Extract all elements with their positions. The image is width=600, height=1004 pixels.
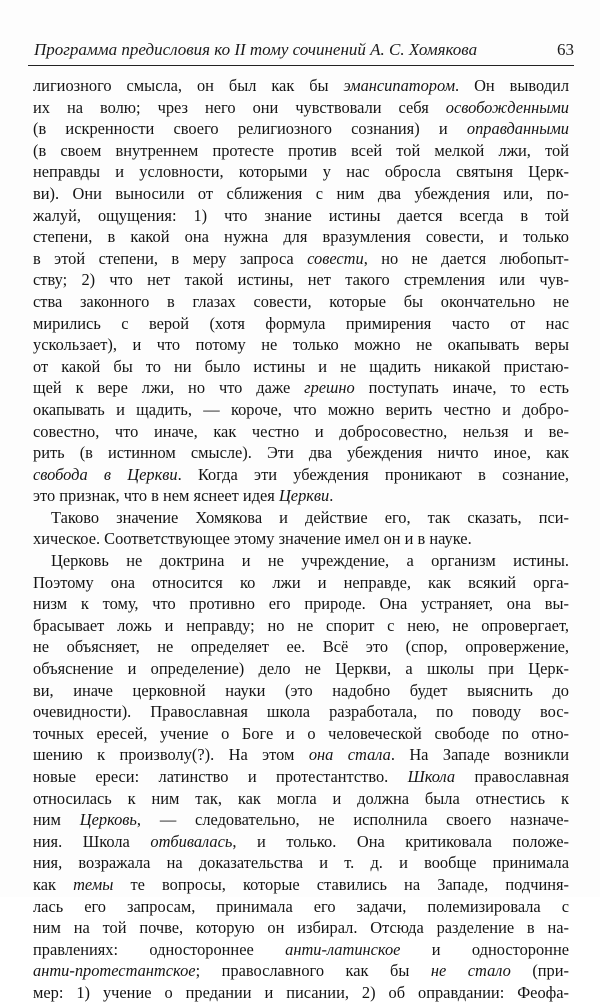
- text-line: их на волю; чрез него они чувствовали себя освобожденными: [33, 97, 569, 117]
- text-line: Церковь не доктрина и не учреждение, а организм истины.: [51, 551, 569, 571]
- emphasis: Церкви: [278, 486, 330, 506]
- text-line: совестно, что иначе, как честно и добросовестно, нельзя и ве-: [33, 421, 569, 441]
- emphasis: эмансипатором: [343, 76, 456, 95]
- text-line: низм к тому, что противно его природе. Она устраняет, она вы-: [33, 594, 569, 614]
- text-line: свобода в Церкви. Когда эти убеждения проникают в сознание,: [33, 464, 569, 484]
- emphasis: не стало: [430, 961, 511, 981]
- emphasis: анти-латинское: [285, 939, 401, 959]
- emphasis: оправданными: [466, 119, 569, 139]
- text-line: мирились с верой (хотя формула примирения часто от нас: [33, 313, 569, 333]
- text-line: (в искренности своего религиозного сознания) и оправданными: [33, 119, 569, 139]
- text-line: ния. Школа отбивалась, и только. Она критиковала положе-: [33, 831, 569, 851]
- text-line: мер: 1) учение о предании и писании, 2) об оправдании: Феофа-: [33, 982, 569, 1002]
- text-line: Таково значение Хомякова и действие его, так сказать, пси-: [51, 507, 569, 527]
- text-line: ускользает), и что потому не только можно не окапывать веры: [33, 335, 569, 355]
- running-title: Программа предисловия ко II тому сочинений А. С. Хомякова: [34, 40, 478, 59]
- header-rule: [28, 65, 574, 66]
- page-number: 63: [557, 40, 574, 59]
- running-header: [28, 40, 574, 64]
- emphasis: анти-протестантское: [33, 961, 196, 981]
- text-line: жалуй, ощущения: 1) что знание истины дается всегда в той: [33, 205, 569, 225]
- text-line: как темы те вопросы, которые ставились на Западе, подчиня-: [33, 874, 569, 894]
- text-line: ви, иначе церковной науки (это надобно будет выяснить до: [33, 680, 569, 700]
- body-text: [33, 75, 569, 1004]
- text-line: ству; 2) что нет такой истины, нет такого стремления или чув-: [33, 270, 569, 290]
- text-line: от какой бы то ни было истины и не щадить никакой пристаю-: [33, 356, 569, 376]
- text-line: ния, возражала на доказательства и т. д. и вообще принимала: [33, 853, 569, 873]
- text-line: новые ереси: латинство и протестантство. Школа православная: [33, 767, 569, 786]
- text-line: (в своем внутреннем протесте против всей той мелкой лжи, той: [33, 140, 569, 160]
- text-line: брасывает ложь и неправду; но не спорит с нею, не опровергает,: [33, 615, 569, 635]
- text-line: ним Церковь, — следовательно, не исполнила своего назначе-: [33, 810, 569, 830]
- text-line: лигиозного смысла, он был как бы эмансипатором. Он выводил: [33, 76, 569, 95]
- text-line: неправды и условности, которыми у нас обросла святыня Церк-: [33, 162, 569, 182]
- text-line: не объясняет, не определяет ее. Всё это (спор, опровержение,: [33, 637, 569, 657]
- text-line: ви). Они выносили от сближения с ним два убеждения или, по-: [33, 183, 569, 203]
- text-line: ним на той почве, которую он избирал. Отсюда разделение в на-: [33, 918, 569, 938]
- text-line: очевидности). Православная школа разработала, по поводу вос-: [33, 702, 569, 722]
- emphasis: освобожденными: [445, 97, 569, 117]
- text-line: Поэтому она относится ко лжи и неправде, как всякий орга-: [33, 572, 569, 592]
- text-line: окапывать и щадить, — короче, что можно верить честно и добро-: [33, 399, 569, 419]
- text-line: хическое. Соответствующее этому значение имел он и в науке.: [33, 529, 472, 549]
- emphasis: темы: [73, 874, 114, 894]
- text-line: правлениях: одностороннее анти-латинское и односторонне: [33, 939, 569, 959]
- text-line: точных ересей, учение о Боге и о человеческой свободе по отно-: [33, 723, 569, 743]
- text-line: относилась к ним так, как могла и должна была отнестись к: [33, 788, 569, 808]
- text-line: в этой степени, в меру запроса совести, но не дается любопыт-: [33, 248, 569, 268]
- text-line: лась его запросам, принимала его задачи, полемизировала с: [33, 896, 569, 916]
- text-line: щей к вере лжи, но что даже грешно поступать иначе, то есть: [33, 378, 569, 398]
- emphasis: Церковь: [79, 810, 137, 830]
- text-line: ства законного в глазах совести, которые бы окончательно не: [33, 291, 569, 311]
- emphasis: она стала: [308, 745, 391, 765]
- emphasis: совести: [307, 248, 364, 268]
- text-line: это признак, что в нем яснеет идея Церкви.: [33, 486, 334, 506]
- emphasis: грешно: [304, 378, 355, 398]
- emphasis: отбивалась: [150, 831, 233, 851]
- emphasis: свобода в Церкви: [33, 464, 178, 484]
- text-line: анти-протестантское; православного как бы не стало (при-: [33, 961, 569, 981]
- text-line: объяснение и определение) дело не Церкви, а школы при Церк-: [33, 659, 569, 679]
- text-line: шению к произволу(?). На этом она стала. На Западе возникли: [33, 745, 569, 765]
- text-line: степени, в какой она нужна для вразумления совести, и только: [33, 227, 569, 247]
- emphasis: Школа: [407, 767, 456, 786]
- text-line: рить (в истинном смысле). Эти два убеждения ничто иное, как: [33, 443, 569, 463]
